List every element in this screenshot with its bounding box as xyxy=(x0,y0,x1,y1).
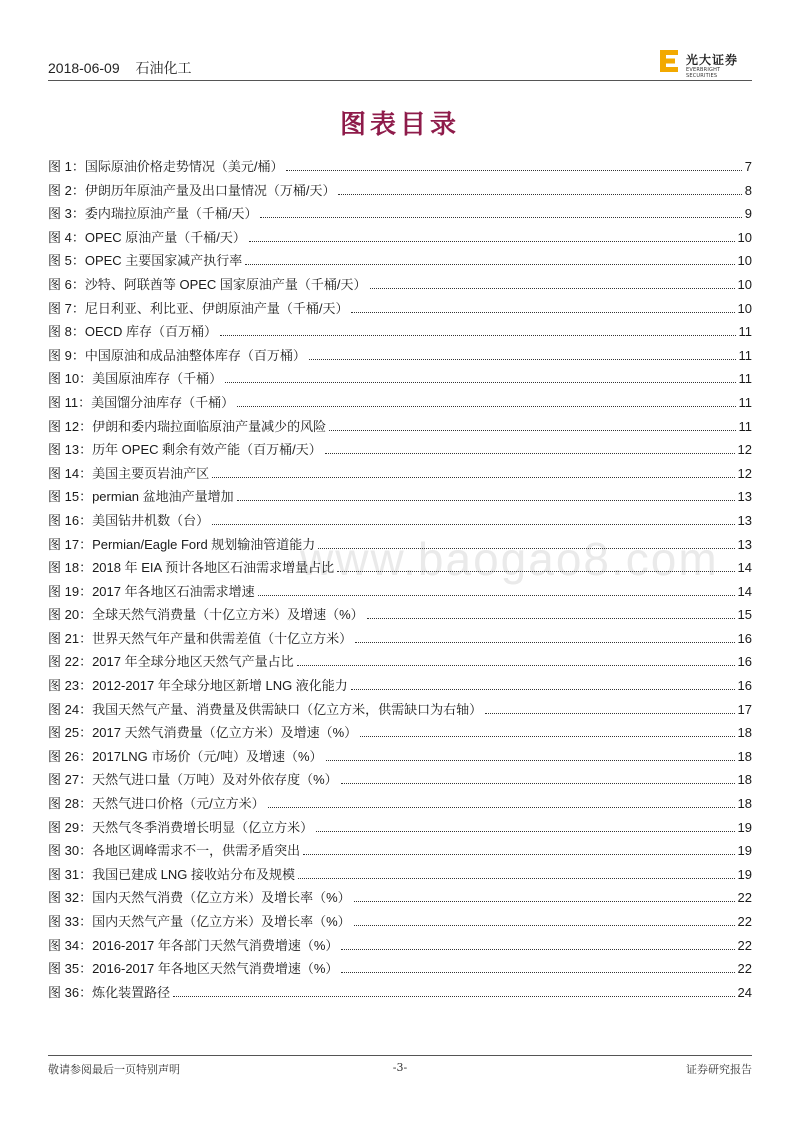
toc-entry-page: 17 xyxy=(737,701,752,717)
toc-entry-page: 22 xyxy=(737,961,752,977)
toc-entry-page: 11 xyxy=(738,418,752,434)
toc-entry-page: 19 xyxy=(737,819,752,835)
page-number: -3- xyxy=(392,1061,408,1074)
toc-entry-label: 图 24：我国天然气产量、消费量及供需缺口（亿立方米，供需缺口为右轴） xyxy=(48,701,483,717)
toc-entry-label: 图 34：2016-2017 年各部门天然气消费增速（%） xyxy=(48,937,339,953)
toc-entry[interactable] xyxy=(48,935,752,959)
toc-entry[interactable] xyxy=(48,321,752,345)
report-sector: 石油化工 xyxy=(135,60,192,76)
toc-entry-label: 图 33：国内天然气产量（亿立方米）及增长率（%） xyxy=(48,914,351,929)
watermark: www.baogao8.com xyxy=(300,533,719,585)
toc-entry-label: 图 36：炼化装置路径 xyxy=(48,984,171,1000)
toc-entry[interactable] xyxy=(48,156,752,180)
toc-entry-page: 14 xyxy=(737,560,752,576)
toc-entry[interactable] xyxy=(48,746,752,770)
toc-leader-dots xyxy=(354,925,735,926)
toc-leader-dots xyxy=(341,972,734,973)
toc-leader-dots xyxy=(245,264,734,265)
toc-entry-page: 16 xyxy=(737,654,752,670)
toc-entry[interactable] xyxy=(48,392,752,416)
toc-entry-label: 图 29：天然气冬季消费增长明显（亿立方米） xyxy=(48,819,314,835)
toc-entry-page: 16 xyxy=(737,678,752,694)
toc-leader-dots xyxy=(286,170,741,171)
toc-entry[interactable] xyxy=(48,534,752,558)
toc-entry[interactable] xyxy=(48,817,752,841)
toc-entry[interactable] xyxy=(48,699,752,723)
toc-entry[interactable] xyxy=(48,722,752,746)
toc-entry-label: 图 7：尼日利亚、利比亚、伊朗原油产量（千桶/天） xyxy=(48,300,349,316)
toc-entry-page: 13 xyxy=(737,489,752,505)
page-footer xyxy=(48,1055,752,1079)
toc-entry-label: 图 31：我国已建成 LNG 接收站分布及规模 xyxy=(48,866,296,882)
toc-leader-dots xyxy=(258,595,735,596)
logo-text-en: EVERBRIGHT SECURITIES xyxy=(686,67,721,79)
toc-leader-dots xyxy=(220,335,735,336)
toc-entry-page: 11 xyxy=(738,371,752,387)
toc-entry-page: 10 xyxy=(737,276,752,292)
toc-leader-dots xyxy=(249,241,735,242)
toc-entry[interactable] xyxy=(48,274,752,298)
toc-leader-dots xyxy=(351,312,734,313)
toc-entry-label: 图 12：伊朗和委内瑞拉面临原油产量减少的风险 xyxy=(48,418,327,434)
toc-leader-dots xyxy=(326,760,735,761)
toc-leader-dots xyxy=(370,288,735,289)
toc-entry-label: 图 15：permian 盆地油产量增加 xyxy=(48,489,234,505)
toc-entry-label: 图 3：委内瑞拉原油产量（千桶/天） xyxy=(48,206,258,222)
toc-leader-dots xyxy=(212,477,734,478)
toc-entry[interactable] xyxy=(48,675,752,699)
toc-entry[interactable] xyxy=(48,628,752,652)
toc-entry[interactable] xyxy=(48,486,752,510)
toc-entry-page: 18 xyxy=(737,772,752,788)
toc-leader-dots xyxy=(225,382,735,383)
toc-entry-label: 图 14：美国主要页岩油产区 xyxy=(48,465,210,481)
toc-entry[interactable] xyxy=(48,345,752,369)
toc-entry[interactable] xyxy=(48,439,752,463)
toc-entry[interactable] xyxy=(48,557,752,581)
toc-entry-label: 图 21：世界天然气年产量和供需差值（十亿立方米） xyxy=(48,630,353,646)
toc-entry-page: 22 xyxy=(737,890,752,906)
toc-leader-dots xyxy=(354,901,735,902)
toc-leader-dots xyxy=(367,618,735,619)
toc-entry-page: 11 xyxy=(738,324,752,340)
toc-leader-dots xyxy=(485,713,734,714)
toc-leader-dots xyxy=(303,854,734,855)
toc-entry-label: 图 13：历年 OPEC 剩余有效产能（百万桶/天） xyxy=(48,442,322,458)
header-divider xyxy=(48,80,752,81)
toc-entry-page: 16 xyxy=(737,630,752,646)
toc-entry-page: 12 xyxy=(737,442,752,458)
toc-entry-label: 图 19：2017 年各地区石油需求增速 xyxy=(48,583,255,599)
toc-entry[interactable] xyxy=(48,463,752,487)
toc-leader-dots xyxy=(173,996,734,997)
toc-entry[interactable] xyxy=(48,250,752,274)
toc-entry-label: 图 16：美国钻井机数（台） xyxy=(48,512,210,528)
toc-entry-page: 13 xyxy=(737,536,752,552)
toc-entry[interactable] xyxy=(48,958,752,982)
toc-entry[interactable] xyxy=(48,793,752,817)
toc-leader-dots xyxy=(325,453,735,454)
toc-entry-page: 10 xyxy=(737,300,752,316)
toc-entry[interactable] xyxy=(48,769,752,793)
toc-entry-label: 图 32：国内天然气消费（亿立方米）及增长率（%） xyxy=(48,890,351,906)
toc-entry-page: 24 xyxy=(737,984,752,1000)
toc-entry-page: 19 xyxy=(737,843,752,859)
toc-entry-page: 8 xyxy=(744,182,752,198)
toc-entry-page: 19 xyxy=(737,866,752,882)
toc-entry[interactable] xyxy=(48,180,752,204)
toc-entry[interactable] xyxy=(48,651,752,675)
toc-leader-dots xyxy=(355,642,734,643)
toc-entry-label: 图 2：伊朗历年原油产量及出口量情况（万桶/天） xyxy=(48,182,336,198)
toc-entry[interactable] xyxy=(48,887,752,911)
toc-entry-page: 15 xyxy=(737,607,752,623)
toc-entry-label: 图 30：各地区调峰需求不一，供需矛盾突出 xyxy=(48,843,301,859)
toc-entry-label: 图 8：OECD 库存（百万桶） xyxy=(48,324,218,340)
logo-text-cn: 光大证券 xyxy=(686,53,739,67)
toc-leader-dots xyxy=(341,783,735,784)
toc-entry-page: 18 xyxy=(737,748,752,764)
toc-entry-page: 7 xyxy=(744,159,752,174)
toc-entry[interactable] xyxy=(48,416,752,440)
toc-leader-dots xyxy=(297,665,735,666)
toc-leader-dots xyxy=(309,359,736,360)
toc-entry-label: 图 10：美国原油库存（千桶） xyxy=(48,371,223,387)
toc-entry[interactable] xyxy=(48,368,752,392)
toc-leader-dots xyxy=(360,736,734,737)
toc-leader-dots xyxy=(316,831,734,832)
toc-leader-dots xyxy=(237,500,735,501)
toc-leader-dots xyxy=(341,949,734,950)
toc-entry-label: 图 18：2018 年 EIA 预计各地区石油需求增量占比 xyxy=(48,560,335,576)
toc-entry[interactable] xyxy=(48,982,752,1006)
toc-entry-label: 图 6：沙特、阿联酋等 OPEC 国家原油产量（千桶/天） xyxy=(48,276,367,292)
toc-entry-page: 18 xyxy=(737,725,752,741)
header-info xyxy=(48,58,204,78)
toc-entry-label: 图 11：美国馏分油库存（千桶） xyxy=(48,394,235,410)
toc-entry-page: 11 xyxy=(738,347,752,363)
page-title: 图表目录 xyxy=(339,110,460,140)
toc-entry-page: 11 xyxy=(738,394,752,410)
toc-leader-dots xyxy=(260,217,741,218)
toc-leader-dots xyxy=(298,878,735,879)
toc-leader-dots xyxy=(318,548,734,549)
toc-leader-dots xyxy=(212,524,734,525)
toc-entry[interactable] xyxy=(48,604,752,628)
toc-entry-page: 12 xyxy=(737,465,752,481)
toc-leader-dots xyxy=(351,689,735,690)
toc-entry-label: 图 5：OPEC 主要国家减产执行率 xyxy=(48,253,243,269)
toc-entry[interactable] xyxy=(48,298,752,322)
toc-entry-label: 图 9：中国原油和成品油整体库存（百万桶） xyxy=(48,347,306,363)
report-date: 2018-06-09 xyxy=(48,60,120,76)
toc-entry[interactable] xyxy=(48,911,752,935)
toc-entry[interactable] xyxy=(48,203,752,227)
toc-entry-label: 图 27：天然气进口量（万吨）及对外依存度（%） xyxy=(48,772,338,788)
toc-entry-page: 22 xyxy=(737,914,752,929)
toc-entry-page: 14 xyxy=(737,583,752,599)
toc-leader-dots xyxy=(268,807,735,808)
page-header xyxy=(48,44,752,80)
toc-entry-label: 图 17：Permian/Eagle Ford 规划输油管道能力 xyxy=(48,536,316,552)
toc-entry-label: 图 28：天然气进口价格（元/立方米） xyxy=(48,796,265,812)
toc-entry[interactable] xyxy=(48,864,752,888)
toc-entry-page: 22 xyxy=(737,937,752,953)
toc-entry-page: 9 xyxy=(744,206,752,222)
table-of-figures xyxy=(48,156,752,1005)
toc-entry-label: 图 1：国际原油价格走势情况（美元/桶） xyxy=(48,159,284,174)
footer-divider xyxy=(48,1055,752,1056)
toc-leader-dots xyxy=(329,430,735,431)
footer-disclaimer: 敬请参阅最后一页特别声明 xyxy=(48,1063,180,1076)
toc-entry-label: 图 26：2017LNG 市场价（元/吨）及增速（%） xyxy=(48,748,323,764)
toc-entry-label: 图 23：2012-2017 年全球分地区新增 LNG 液化能力 xyxy=(48,678,348,694)
toc-entry-label: 图 20：全球天然气消费量（十亿立方米）及增速（%） xyxy=(48,607,364,623)
company-logo xyxy=(660,44,752,79)
toc-entry-page: 10 xyxy=(737,229,752,245)
toc-entry[interactable] xyxy=(48,227,752,251)
toc-entry[interactable] xyxy=(48,840,752,864)
toc-entry-label: 图 25：2017 天然气消费量（亿立方米）及增速（%） xyxy=(48,725,358,741)
toc-entry[interactable] xyxy=(48,510,752,534)
toc-entry-label: 图 22：2017 年全球分地区天然气产量占比 xyxy=(48,654,294,670)
toc-entry-page: 13 xyxy=(737,512,752,528)
toc-entry-label: 图 4：OPEC 原油产量（千桶/天） xyxy=(48,229,246,245)
footer-report-type: 证券研究报告 xyxy=(686,1063,752,1076)
toc-leader-dots xyxy=(337,571,734,572)
toc-entry[interactable] xyxy=(48,581,752,605)
toc-leader-dots xyxy=(338,194,741,195)
toc-leader-dots xyxy=(237,406,735,407)
toc-entry-page: 18 xyxy=(737,796,752,812)
everbright-logo-icon xyxy=(660,50,680,72)
toc-entry-page: 10 xyxy=(737,253,752,269)
toc-entry-label: 图 35：2016-2017 年各地区天然气消费增速（%） xyxy=(48,961,339,977)
